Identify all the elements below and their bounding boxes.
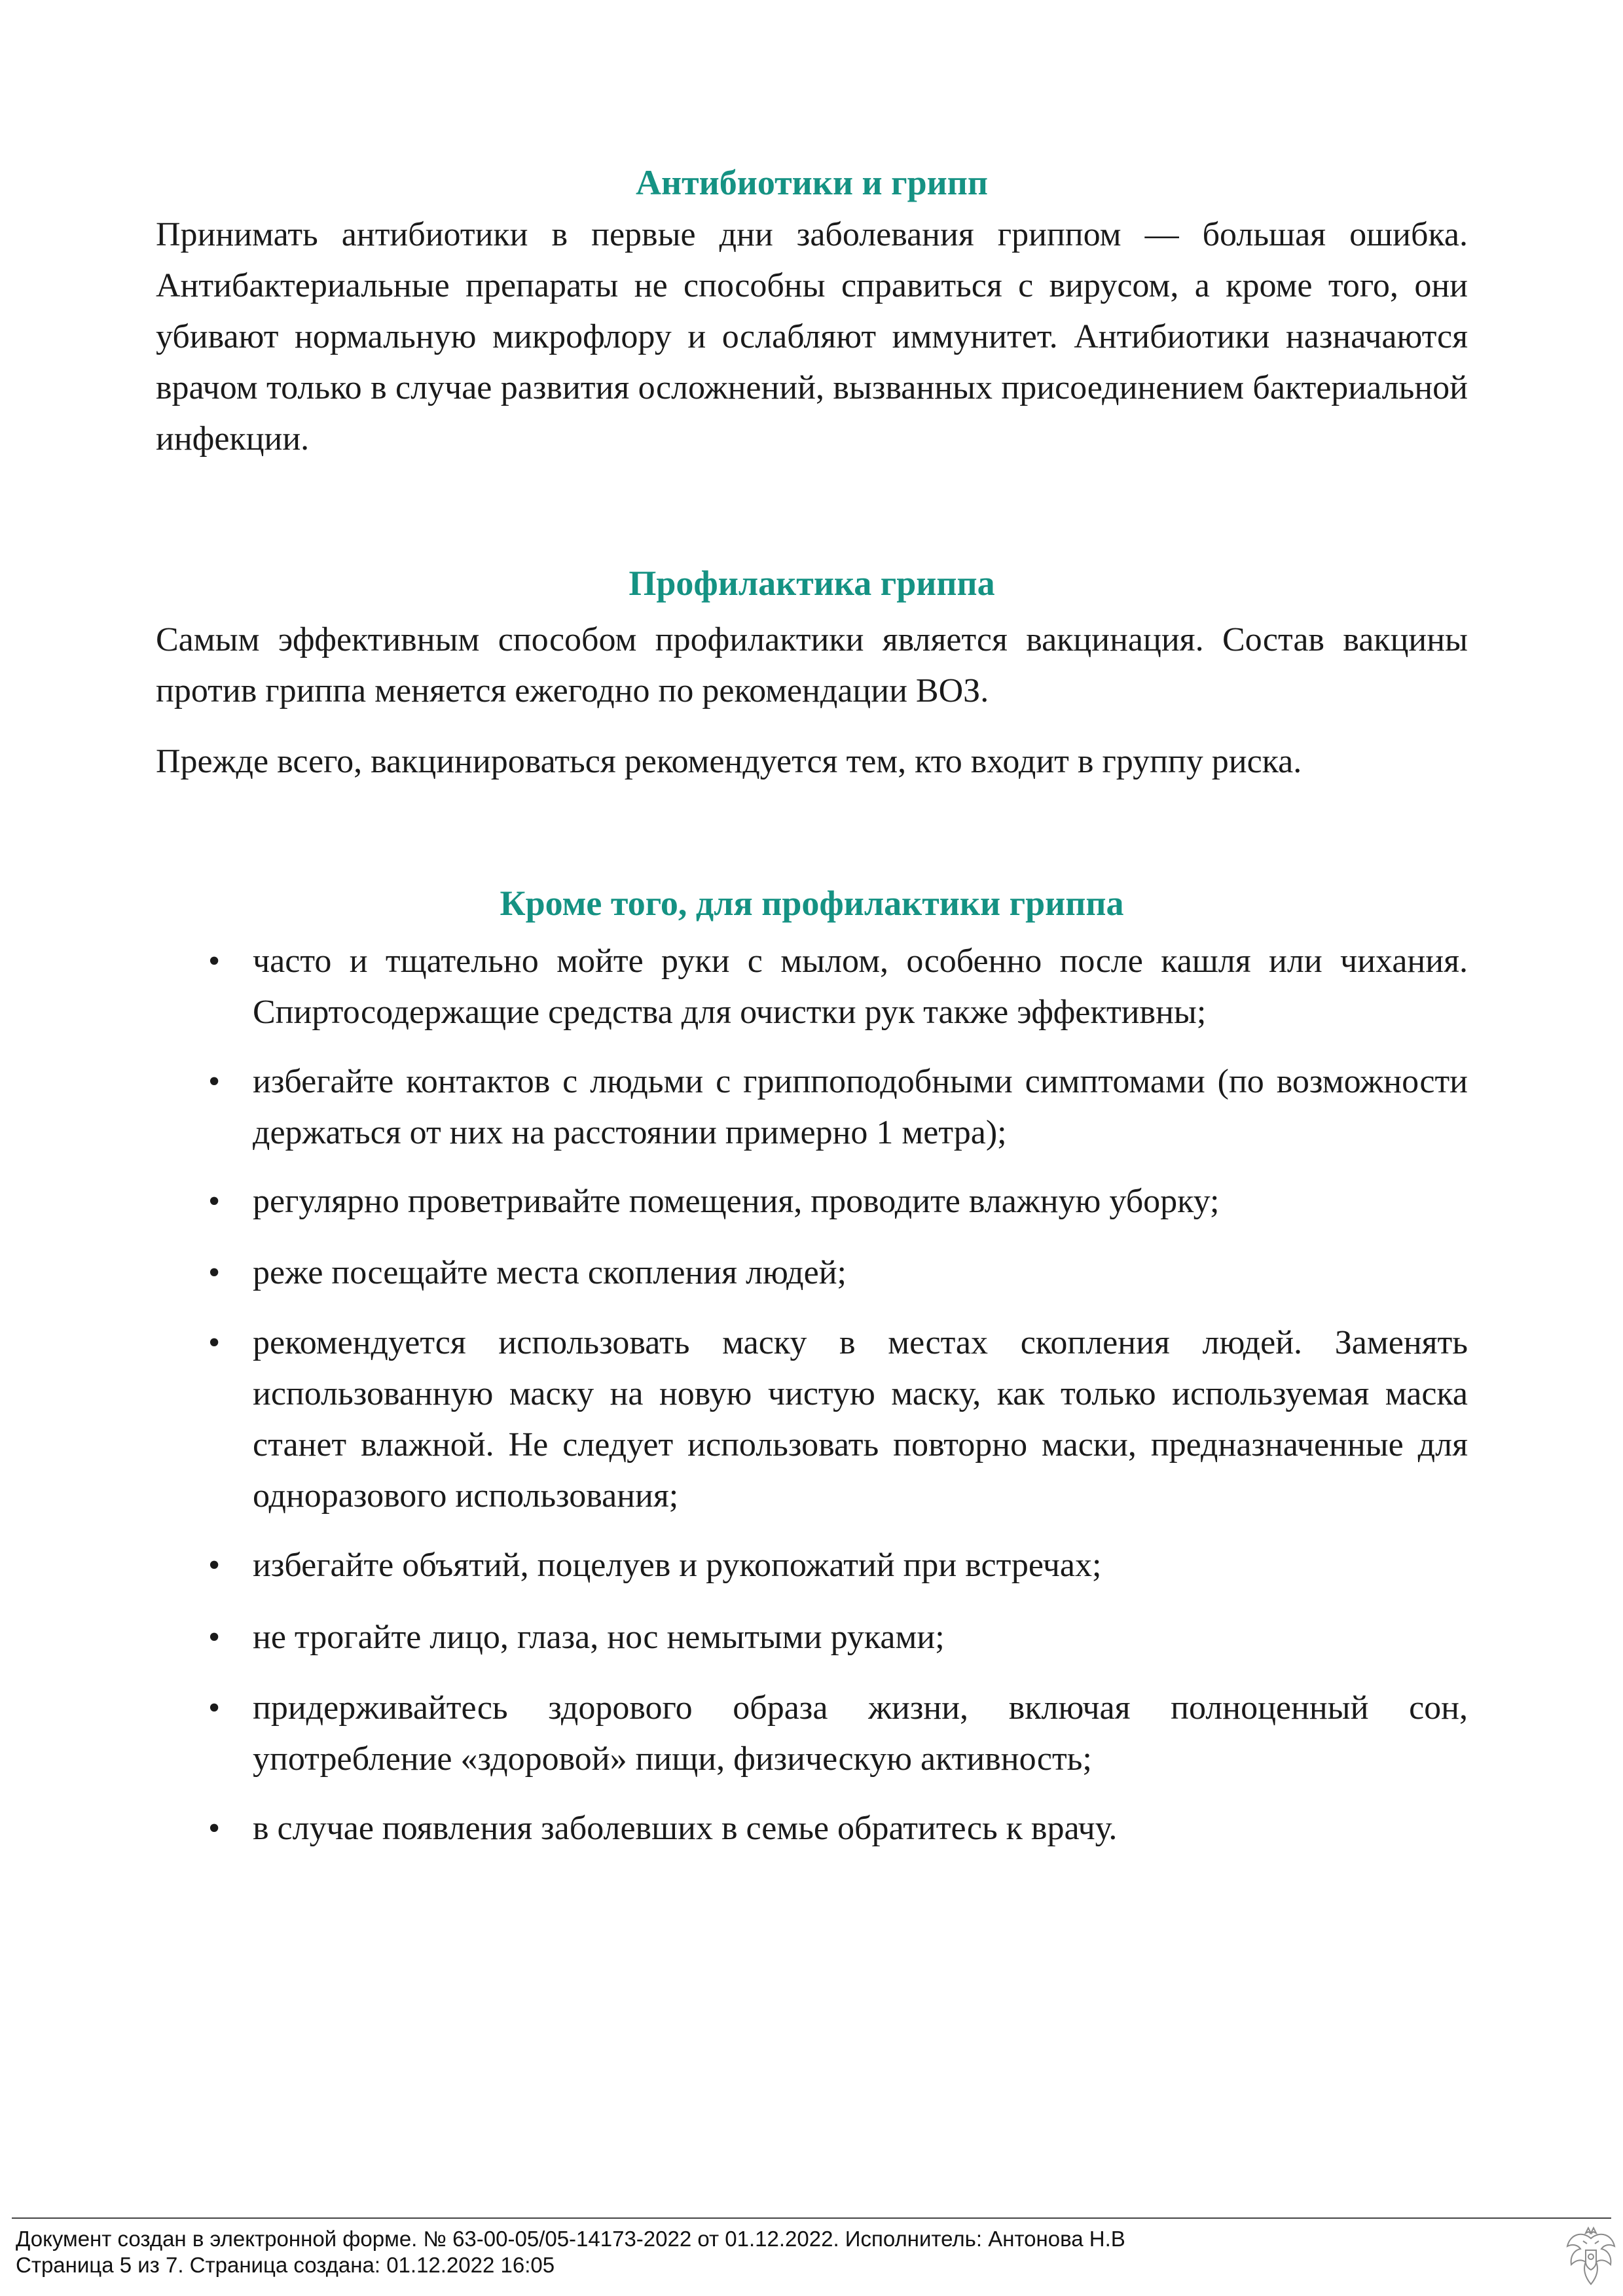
heading-additional-prevention: Кроме того, для профилактики гриппа [500, 884, 1124, 923]
bullet-icon: • [208, 1254, 221, 1291]
list-item-text: избегайте контактов с людьми с гриппоподобными симптомами (по возможности держаться от них на расстоянии примерно 1 метра); [253, 1063, 1468, 1151]
heading-antibiotics: Антибиотики и грипп [635, 163, 989, 202]
footer-page-info: Страница 5 из 7. Страница создана: 01.12.2022 16:05 [16, 2253, 555, 2277]
list-item-text: в случае появления заболевших в семье обратитесь к врачу. [253, 1810, 1118, 1847]
list-item-text: часто и тщательно мойте руки с мылом, особенно после кашля или чихания. Спиртосодержащие средства для очистки рук также эффективны; [253, 942, 1468, 1031]
footer-divider [12, 2217, 1611, 2219]
bullet-icon: • [208, 1619, 221, 1656]
list-item-text: реже посещайте места скопления людей; [253, 1254, 847, 1291]
bullet-icon: • [208, 1324, 221, 1361]
bullet-icon: • [208, 1810, 221, 1847]
footer-document-info: Документ создан в электронной форме. № 63-00-05/05-14173-2022 от 01.12.2022. Исполнитель: Антонова Н.В [16, 2227, 1125, 2251]
list-item-text: придерживайтесь здорового образа жизни, включая полноценный сон, употребление «здоровой» пищи, физическую активность; [253, 1689, 1468, 1778]
bullet-icon: • [208, 1689, 221, 1727]
bullet-icon: • [208, 1183, 221, 1220]
bullet-icon: • [208, 1547, 221, 1584]
list-item-text: не трогайте лицо, глаза, нос немытыми руками; [253, 1619, 945, 1656]
list-item-text: регулярно проветривайте помещения, проводите влажную уборку; [253, 1183, 1220, 1220]
paragraph-risk-group: Прежде всего, вакцинироваться рекомендуется тем, кто входит в группу риска. [156, 743, 1302, 780]
heading-prevention: Профилактика гриппа [629, 564, 995, 603]
coat-of-arms-icon [1563, 2224, 1618, 2289]
bullet-icon: • [208, 942, 221, 980]
bullet-icon: • [208, 1063, 221, 1100]
list-item-text: рекомендуется использовать маску в местах скопления людей. Заменять использованную маску на новую чистую маску, как только используемая маска станет влажной. Не следует использовать повторно маски, предназначенные для одноразового использования; [253, 1324, 1468, 1515]
paragraph-vaccination: Самым эффективным способом профилактики является вакцинация. Состав вакцины против гриппа меняется ежегодно по рекомендации ВОЗ. [156, 621, 1468, 709]
paragraph-antibiotics: Принимать антибиотики в первые дни заболевания гриппом — большая ошибка. Антибактериальные препараты не способны справиться с вирусом, а кроме того, они убивают нормальную микрофлору и ослабляют иммунитет. Антибиотики назначаются врачом только в случае развития осложнений, вызванных присоединением бактериальной инфекции. [156, 216, 1468, 457]
list-item-text: избегайте объятий, поцелуев и рукопожатий при встречах; [253, 1547, 1102, 1584]
